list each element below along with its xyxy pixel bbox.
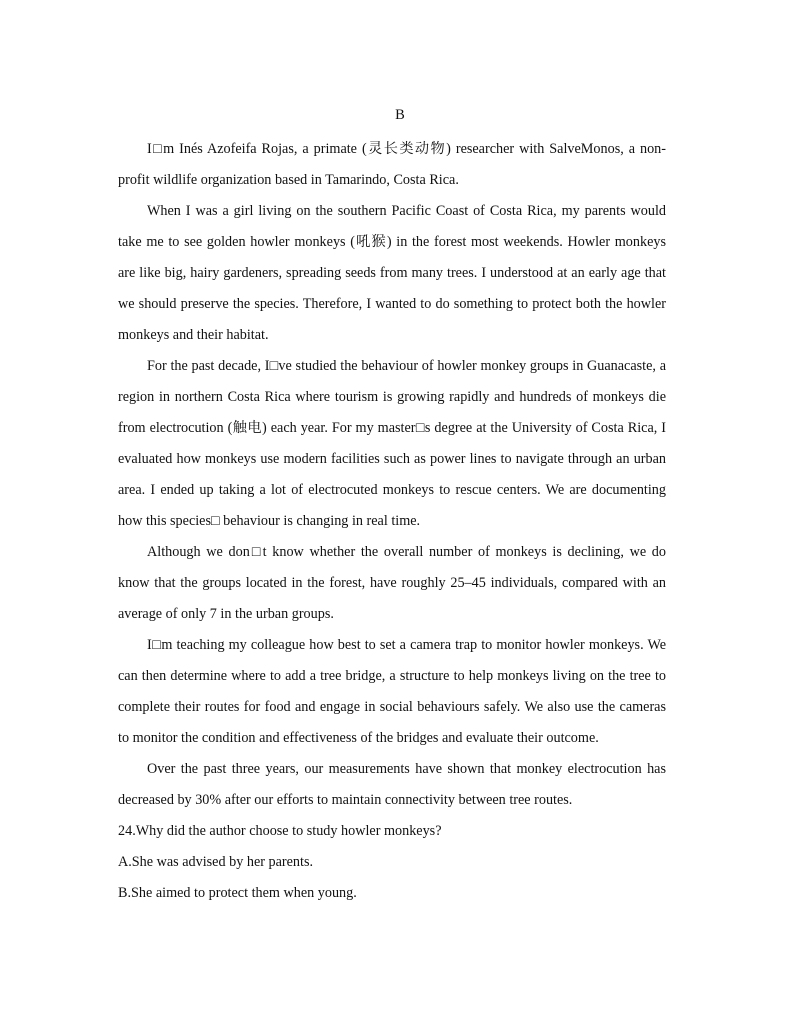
section-letter: B	[395, 107, 405, 123]
passage-body	[118, 134, 666, 909]
paragraph-4: Although we don□t know whether the overall number of monkeys is declining, we do know that the groups located in the forest, have roughly 25–45 individuals, compared with an average of only 7 in the urban groups.	[118, 544, 666, 622]
paragraph-6: Over the past three years, our measurements have shown that monkey electrocution has decreased by 30% after our efforts to maintain connectivity between tree routes.	[118, 761, 666, 808]
question-24-stem: 24.Why did the author choose to study howler monkeys?	[118, 823, 442, 839]
paragraph-3: For the past decade, I□ve studied the behaviour of howler monkey groups in Guanacaste, a region in northern Costa Rica where tourism is growing rapidly and hundreds of monkeys die from electrocution (触电) each year. For my master□s degree at the University of Costa Rica, I evaluated how monkeys use modern facilities such as power lines to navigate through an urban area. I ended up taking a lot of electrocuted monkeys to rescue centers. We are documenting how this species□ behaviour is changing in real time.	[118, 358, 666, 529]
paragraph-5: I□m teaching my colleague how best to set a camera trap to monitor howler monkeys. We can then determine where to add a tree bridge, a structure to help monkeys living on the tree to complete their routes for food and engage in social behaviours safely. We also use the cameras to monitor the condition and effectiveness of the bridges and evaluate their outcome.	[118, 637, 666, 746]
question-option-a: A.She was advised by her parents.	[118, 854, 314, 870]
question-option-b: B.She aimed to protect them when young.	[118, 885, 357, 901]
paragraph-1: I□m Inés Azofeifa Rojas, a primate (灵长类动物) researcher with SalveMonos, a non-profit wildlife organization based in Tamarindo, Costa Rica.	[118, 141, 666, 188]
paragraph-2: When I was a girl living on the southern Pacific Coast of Costa Rica, my parents would take me to see golden howler monkeys (吼猴) in the forest most weekends. Howler monkeys are like big, hairy gardeners, spreading seeds from many trees. I understood at an early age that we should preserve the species. Therefore, I wanted to do something to protect both the howler monkeys and their habitat.	[118, 203, 666, 343]
